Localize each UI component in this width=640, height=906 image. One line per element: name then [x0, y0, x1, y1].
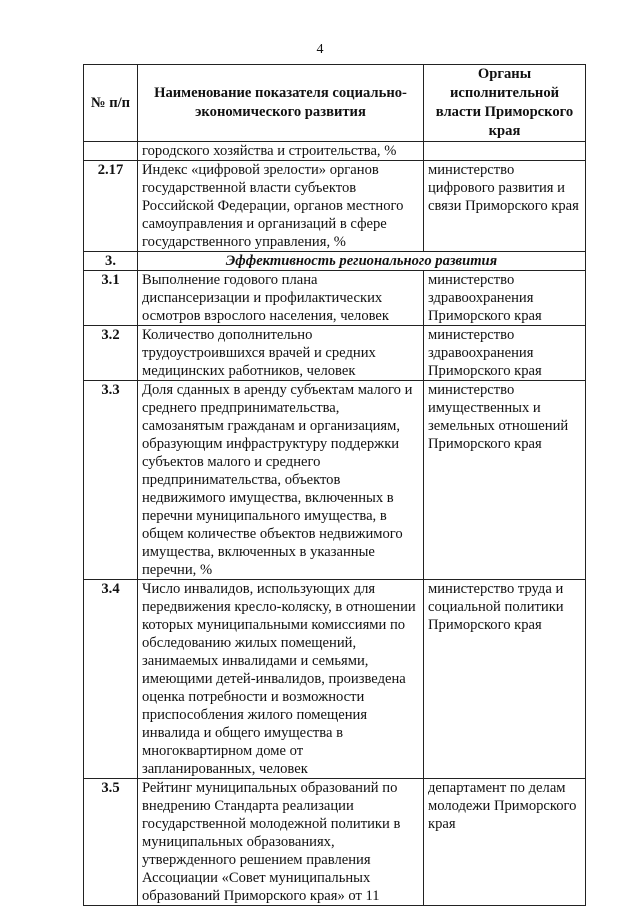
row-number: 3.5: [84, 779, 138, 906]
table-row: [84, 271, 586, 326]
section-number: 3.: [84, 252, 138, 271]
header-indicator-name: Наименование показателя социально-экономического развития: [138, 65, 424, 142]
row-number: 3.4: [84, 580, 138, 779]
row-authority: министерство здравоохранения Приморского края: [424, 271, 586, 326]
header-authority: Органы исполнительной власти Приморского края: [424, 65, 586, 142]
row-indicator-name: Число инвалидов, использующих для передвижения кресло-коляску, в отношении которых муниципальными комиссиями по обследованию жилых помещений, занимаемых инвалидами и семьями, имеющими детей-инвалидов, произведена оценка потребности и возможности приспособления жилого помещения инвалида и общего имущества в многоквартирном доме от запланированных, человек: [138, 580, 424, 779]
row-indicator-name: Доля сданных в аренду субъектам малого и среднего предпринимательства, самозанятым гражданам и организациям, образующим инфраструктуру поддержки субъектов малого и среднего предпринимательства, объектов недвижимого имущества, включенных в перечни муниципального имущества, в общем количестве объектов недвижимого имущества, включенных в указанные перечни, %: [138, 381, 424, 580]
table-row: [84, 381, 586, 580]
row-authority: [424, 142, 586, 161]
table-row-continued: [84, 142, 586, 161]
row-indicator-name: Выполнение годового плана диспансеризации и профилактических осмотров взрослого населения, человек: [138, 271, 424, 326]
page-number: 4: [316, 42, 324, 57]
row-number: 2.17: [84, 161, 138, 252]
table-row: [84, 326, 586, 381]
row-authority: департамент по делам молодежи Приморского края: [424, 779, 586, 906]
row-authority: министерство здравоохранения Приморского края: [424, 326, 586, 381]
section-row: [84, 252, 586, 271]
row-number: 3.1: [84, 271, 138, 326]
row-indicator-name: Рейтинг муниципальных образований по внедрению Стандарта реализации государственной молодежной политики в муниципальных образованиях, утвержденного решением правления Ассоциации «Совет муниципальных образований Приморского края» от 11: [138, 779, 424, 906]
table-header-row: [84, 65, 586, 142]
section-title: Эффективность регионального развития: [138, 252, 586, 271]
row-indicator-name: Количество дополнительно трудоустроившихся врачей и средних медицинских работников, человек: [138, 326, 424, 381]
indicators-table: [83, 64, 586, 906]
row-indicator-name: городского хозяйства и строительства, %: [138, 142, 424, 161]
row-indicator-name: Индекс «цифровой зрелости» органов государственной власти субъектов Российской Федерации, органов местного самоуправления и организаций в сфере государственного управления, %: [138, 161, 424, 252]
row-authority: министерство труда и социальной политики Приморского края: [424, 580, 586, 779]
header-number: № п/п: [84, 65, 138, 142]
table-row: [84, 779, 586, 906]
row-authority: министерство имущественных и земельных отношений Приморского края: [424, 381, 586, 580]
table-row: [84, 580, 586, 779]
row-authority: министерство цифрового развития и связи Приморского края: [424, 161, 586, 252]
row-number: 3.3: [84, 381, 138, 580]
table-row: [84, 161, 586, 252]
row-number: [84, 142, 138, 161]
row-number: 3.2: [84, 326, 138, 381]
